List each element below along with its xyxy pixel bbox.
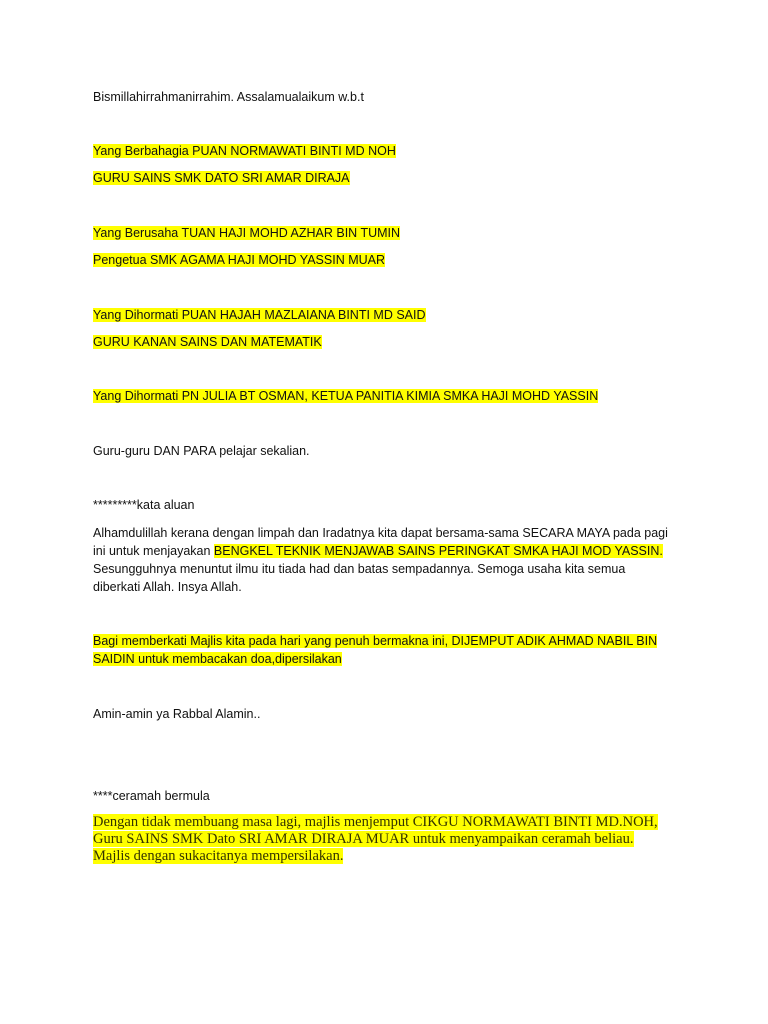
greeting-text-4: Pengetua SMK AGAMA HAJI MOHD YASSIN MUAR (93, 253, 385, 267)
greeting-text-1: Yang Berbahagia PUAN NORMAWATI BINTI MD NOH (93, 144, 396, 158)
welcome-text-1: Alhamdulillah kerana dengan limpah dan Iradatnya kita dapat bersama-sama SECARA MAYA pada pagi ini untuk menjayakan (93, 526, 668, 558)
greeting-text-7: Yang Dihormati PN JULIA BT OSMAN, KETUA PANITIA KIMIA SMKA HAJI MOHD YASSIN (93, 389, 599, 403)
amin-line: Amin-amin ya Rabbal Alamin.. (93, 707, 261, 721)
greeting-text-3: Yang Berusaha TUAN HAJI MOHD AZHAR BIN TUMIN (93, 226, 401, 240)
talk-text-1: Dengan tidak membuang masa lagi, majlis menjemput CIKGU NORMAWATI BINTI MD.NOH, Guru SAINS SMK Dato SRI AMAR DIRAJA MUAR untuk menyampaikan ceramah beliau. (93, 814, 658, 847)
greeting-line-2 (93, 169, 350, 187)
greeting-line-5 (93, 306, 426, 324)
section-welcome-heading: *********kata aluan (93, 498, 195, 512)
greeting-line-7 (93, 387, 598, 405)
opening-line: Bismillahirrahmanirrahim. Assalamualaikum w.b.t (93, 90, 364, 104)
doa-text: Bagi memberkati Majlis kita pada hari yang penuh bermakna ini, DIJEMPUT ADIK AHMAD NABIL BIN SAIDIN untuk membacakan doa,dipersilakan (93, 634, 658, 666)
welcome-paragraph (93, 524, 673, 596)
greeting-text-6: GURU KANAN SAINS DAN MATEMATIK (93, 335, 322, 349)
audience-line: Guru-guru DAN PARA pelajar sekalian. (93, 444, 310, 458)
welcome-text-2: Sesungguhnya menuntut ilmu itu tiada had dan batas sempadannya. Semoga usaha kita semua diberkati Allah. Insya Allah. (93, 562, 626, 594)
greeting-line-3 (93, 224, 400, 242)
greeting-line-4 (93, 251, 385, 269)
talk-text-2: Majlis dengan sukacitanya mempersilakan. (93, 848, 344, 864)
greeting-line-6 (93, 333, 322, 351)
greeting-text-2: GURU SAINS SMK DATO SRI AMAR DIRAJA (93, 171, 350, 185)
talk-paragraph (93, 814, 683, 865)
section-talk-heading: ****ceramah bermula (93, 789, 210, 803)
welcome-highlight: BENGKEL TEKNIK MENJAWAB SAINS PERINGKAT SMKA HAJI MOD YASSIN. (213, 544, 663, 558)
greeting-line-1 (93, 142, 396, 160)
greeting-text-5: Yang Dihormati PUAN HAJAH MAZLAIANA BINTI MD SAID (93, 308, 426, 322)
doa-paragraph (93, 632, 673, 668)
